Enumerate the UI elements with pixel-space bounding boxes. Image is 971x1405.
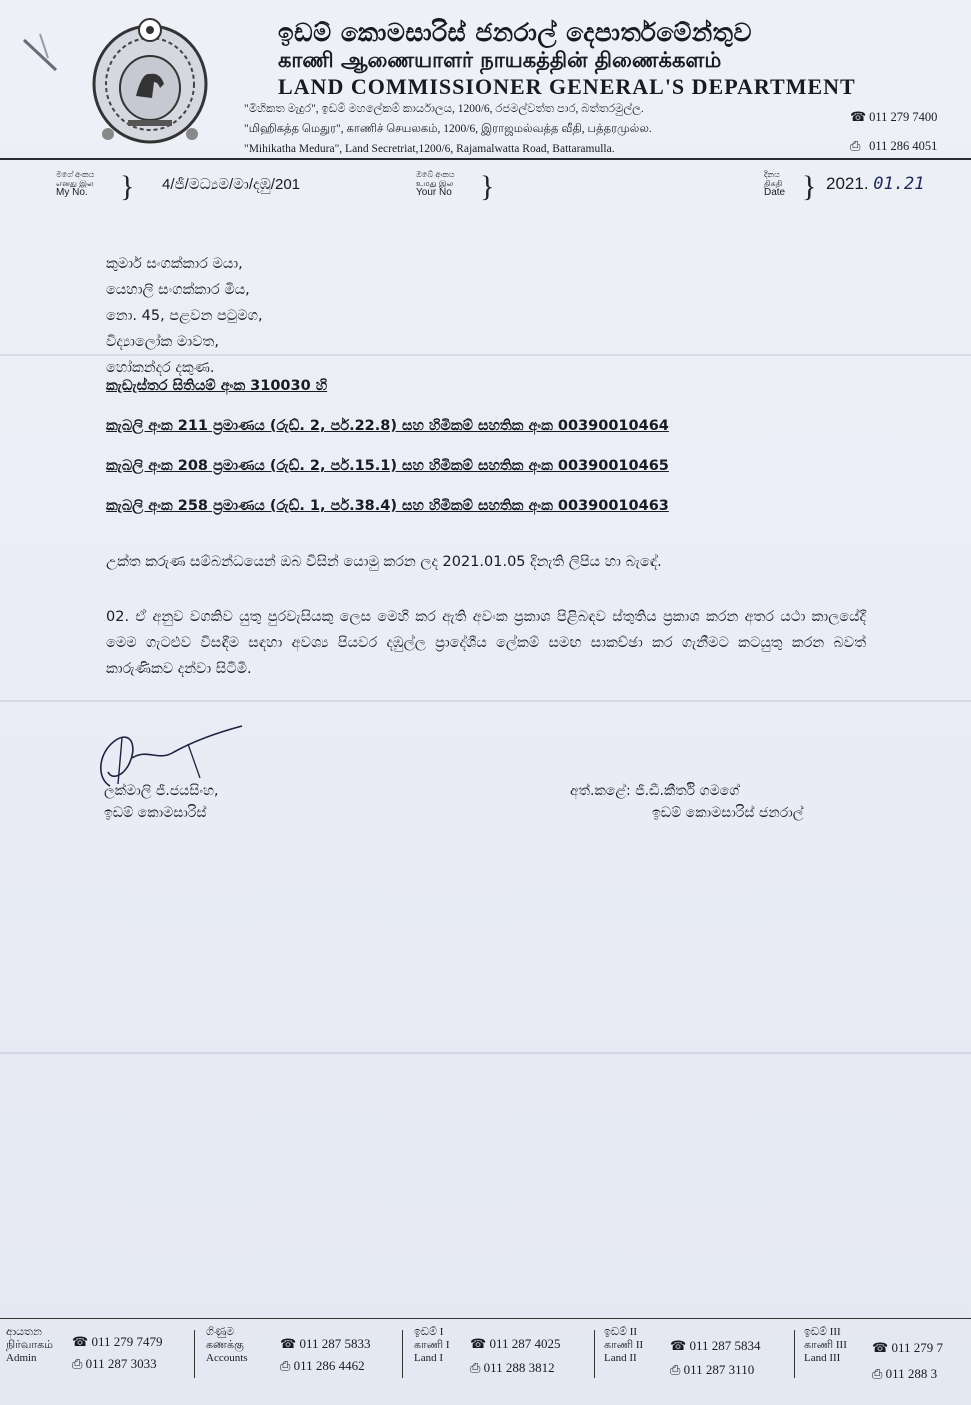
header-rule (0, 158, 971, 160)
footer-separator (594, 1330, 595, 1378)
brace: } (120, 170, 135, 203)
fax-icon: ⎙ (850, 138, 861, 153)
subject-line: කැබලි අංක 258 ප්‍රමාණය (රුඩ්. 1, පර්.38.4) සහ හිමිකම් සහතික අංක 00390010463 (106, 498, 669, 514)
department-title-sinhala: ඉඩම් කොමසාරිස් ජනරාල් දෙපාර්තමේන්තුව (278, 18, 752, 47)
paragraph-1: උක්ත කරුණ සම්බන්ධයෙන් ඔබ විසින් යොමු කරන ලද 2021.01.05 දිනැති ලිපිය හා බැඳේ. (106, 554, 662, 570)
recipient-line: විද්‍යාලෝක මාවත, (106, 334, 219, 350)
date-label: දිනය திகதி Date (764, 170, 786, 198)
footer-land1-fax: ⎙ 011 288 3812 (470, 1360, 555, 1375)
footer-separator (794, 1330, 795, 1378)
footer-land3-phone: ☎ 011 279 7 (872, 1340, 943, 1355)
footer-admin-label: ආයතන நிர்வாகம் Admin (6, 1326, 54, 1364)
signatory-name: ලක්මාලි ජී.ජයසිංහ, (104, 783, 219, 799)
address-sinhala: "මිහිකත මැදුර", ඉඩම් මහලේකම් කාර්යාලය, 1200/6, රජමල්වත්ත පාර, බත්තරමුල්ල. (244, 103, 644, 115)
subject-line: කැබලි අංක 211 ප්‍රමාණය (රුඩ්. 2, පර්.22.8) සහ හිමිකම් සහතික අංක 00390010464 (106, 418, 669, 434)
address-tamil: "மிஹிகத்த மெதுர", காணிச் செயலகம், 1200/6, இராஜமல்வத்த வீதி, பத்தரமுல்ல. (244, 123, 652, 135)
brace: } (802, 170, 817, 203)
paragraph-2: 02. ඒ අනුව වගකිව යුතු පුරවැසියකු ලෙස මෙහි කර ඇති අවංක ප්‍රකාශ පිළිබඳව ස්තුතිය ප්‍රකාශ කරන අතර යථා කාලයේදී මෙම ගැටළුව විසඳීම සඳහා අවශ්‍ය පියවර දඹුල්ල ප්‍රාදේශීය ලේකම් සමඟ සාකච්ඡා කර ගැනීමට කටයුතු කරන බවත් කාරුණිකව දන්වා සිටිමි. (106, 609, 866, 677)
for-signatory-title: ඉඩම් කොමසාරිස් ජනරාල් (652, 805, 804, 821)
subject-line: කැබලි අංක 208 ප්‍රමාණය (රුඩ්. 2, පර්.15.1) සහ හිමිකම් සහතික අංක 00390010465 (106, 458, 669, 474)
header-fax: ⎙ 011 286 4051 (850, 138, 938, 153)
footer-accounts-fax: ⎙ 011 286 4462 (280, 1358, 365, 1373)
paper-fold (0, 354, 971, 356)
footer-separator (194, 1330, 195, 1378)
signatory-title: ඉඩම් කොමසාරිස් (104, 805, 207, 821)
my-no-label: මගේ අංකය எனது இல My No. (56, 170, 95, 198)
subject-line: කැඩැස්තර සිතියම් අංක 310030 හි (106, 378, 328, 394)
my-no-value: 4/ජී/මධ්‍යම/මා/දඹු/201 (162, 176, 300, 193)
footer-land2-label: ඉඩම් II காணி II Land II (604, 1326, 644, 1364)
footer-rule (0, 1318, 971, 1319)
telephone-icon: ☎ (850, 109, 867, 124)
address-english: "Mihikatha Medura", Land Secretriat,1200/6, Rajamalwatta Road, Battaramulla. (244, 143, 615, 155)
department-title-english: LAND COMMISSIONER GENERAL'S DEPARTMENT (278, 74, 856, 99)
brace: } (480, 170, 495, 203)
header-phone: ☎ 011 279 7400 (850, 109, 938, 124)
recipient-line: යෙහාලි සංගක්කාර මිය, (106, 282, 250, 298)
your-no-label: ඔබේ අංකය உமது இல Your No (416, 170, 455, 198)
paper-fold (0, 700, 971, 702)
footer-land2-phone: ☎ 011 287 5834 (670, 1338, 761, 1353)
footer-land3-label: ඉඩම් III காணி III Land III (804, 1326, 847, 1364)
footer-admin-fax: ⎙ 011 287 3033 (72, 1356, 157, 1371)
recipient-line: නො. 45, පළවන පටුමග, (106, 308, 263, 324)
date-value: 2021. 01.21 (826, 174, 925, 194)
footer-accounts-label: ගිණුම கணக்கு Accounts (206, 1326, 248, 1364)
footer-accounts-phone: ☎ 011 287 5833 (280, 1336, 371, 1351)
footer-land1-label: ඉඩම් I காணி I Land I (414, 1326, 450, 1364)
department-title-tamil: காணி ஆணையாளர் நாயகத்தின் திணைக்களம் (278, 48, 722, 72)
sri-lanka-emblem-icon (88, 16, 212, 148)
footer-separator (402, 1330, 403, 1378)
for-signatory-name: අත්.කළේ: ජී.ඩී.කීර්ති ගමගේ (570, 783, 740, 799)
footer-land3-fax: ⎙ 011 288 3 (872, 1366, 938, 1381)
pin-mark-icon (18, 28, 78, 88)
recipient-line: කුමාර් සංගක්කාර මයා, (106, 256, 243, 272)
footer-land1-phone: ☎ 011 287 4025 (470, 1336, 561, 1351)
footer-admin-phone: ☎ 011 279 7479 (72, 1334, 163, 1349)
footer-land2-fax: ⎙ 011 287 3110 (670, 1362, 755, 1377)
paper-fold (0, 1052, 971, 1054)
handwritten-signature (92, 718, 252, 792)
recipient-line: හෝකන්දර දකුණ. (106, 360, 215, 376)
